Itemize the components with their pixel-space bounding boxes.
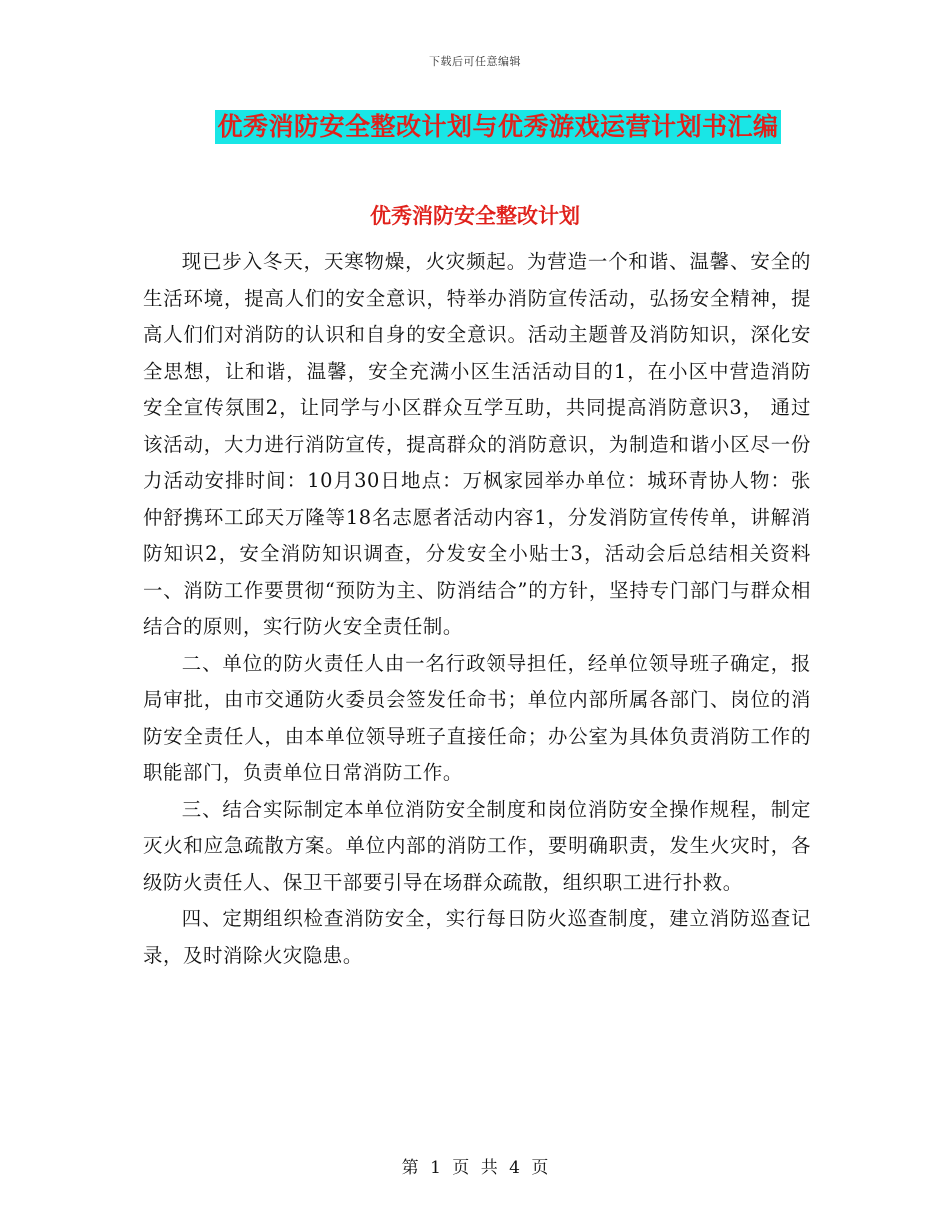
paragraph-1: 现已步入冬天，天寒物燥，火灾频起。为营造一个和谐、温馨、安全的生活环境，提高人们的安全意识，特举办消防宣传活动，弘扬安全精神，提高人们们对消防的认识和自身的安全意识。活动主题普及消防知识，深化安全思想，让和谐，温馨，安全充满小区生活活动目的1，在小区中营造消防安全宣传氛围2，让同学与小区群众互学互助，共同提高消防意识3， 通过该活动，大力进行消防宣传，提高群众的消防意识，为制造和谐小区尽一份力活动安排时间：10月30日地点：万枫家园举办单位：城环青协人物：张仲舒携环工邱天万隆等18名志愿者活动内容1，分发消防宣传传单，讲解消防知识2，安全消防知识调查，分发安全小贴士3，活动会后总结相关资料一、消防工作要贯彻“预防为主、防消结合”的方针，坚持专门部门与群众相结合的原则，实行防火安全责任制。 bbox=[143, 250, 811, 638]
section-title: 优秀消防安全整改计划 bbox=[370, 203, 580, 228]
page-number: 第 1 页 共 4 页 bbox=[401, 1158, 549, 1178]
page-header-note: 下载后可任意编辑 bbox=[429, 55, 521, 68]
paragraph-2: 二、单位的防火责任人由一名行政领导担任，经单位领导班子确定，报局审批，由市交通防火委员会签发任命书；单位内部所属各部门、岗位的消防安全责任人，由本单位领导班子直接任命；办公室为具体负责消防工作的职能部门，负责单位日常消防工作。 bbox=[143, 651, 811, 784]
paragraph-3: 三、结合实际制定本单位消防安全制度和岗位消防安全操作规程，制定灭火和应急疏散方案。单位内部的消防工作，要明确职责，发生火灾时，各级防火责任人、保卫干部要引导在场群众疏散，组织职工进行扑救。 bbox=[143, 797, 811, 894]
paragraph-4: 四、定期组织检查消防安全，实行每日防火巡查制度，建立消防巡查记录，及时消除火灾隐患。 bbox=[143, 907, 811, 967]
main-title-container bbox=[0, 110, 950, 144]
body-text bbox=[143, 244, 811, 974]
main-title: 优秀消防安全整改计划与优秀游戏运营计划书汇编 bbox=[215, 110, 780, 144]
